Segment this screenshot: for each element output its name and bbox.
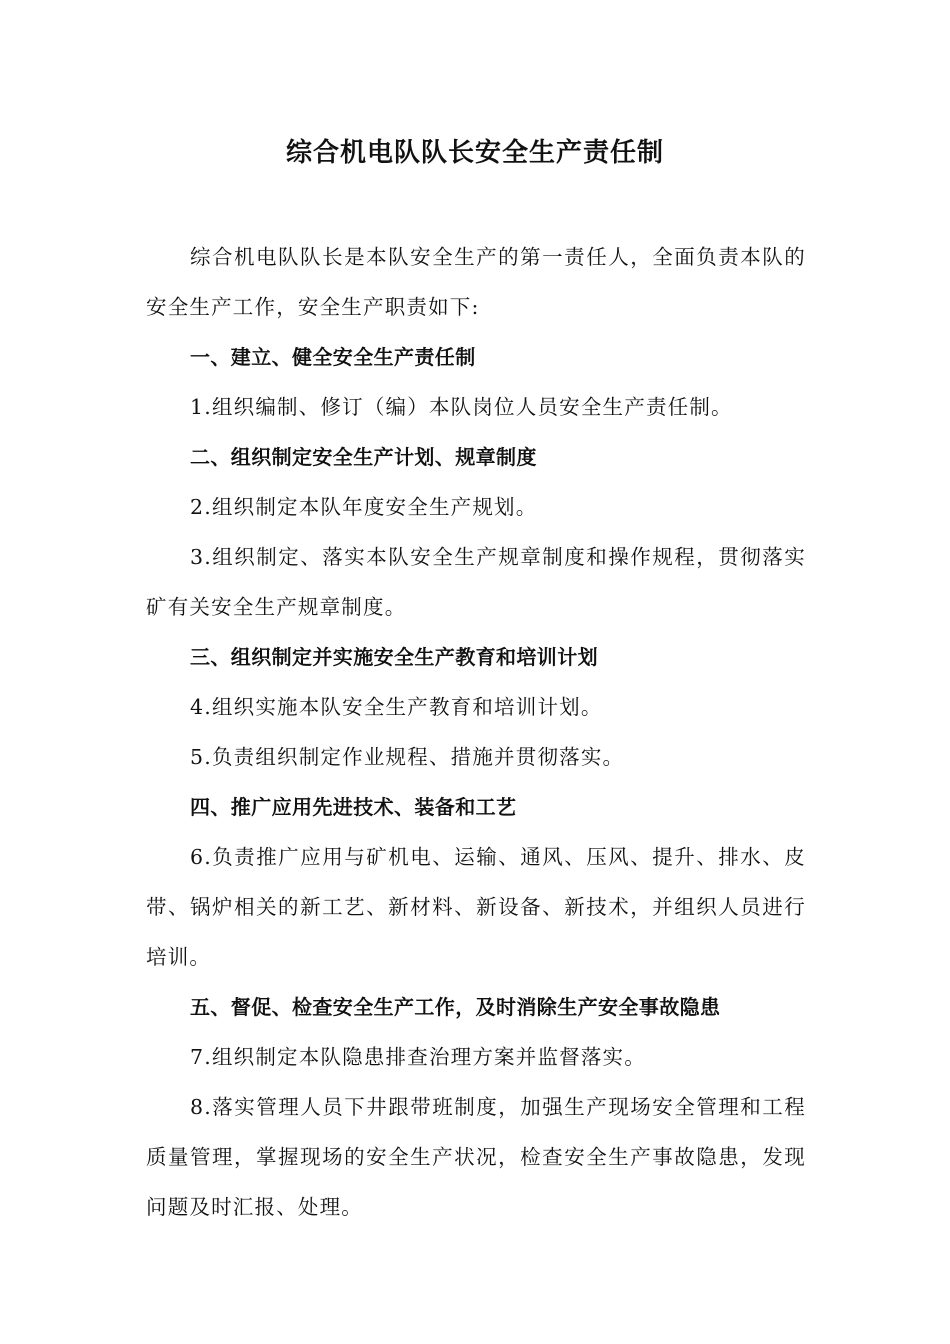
section-item: 7.组织制定本队隐患排查治理方案并监督落实。 [190,1045,646,1069]
section-item: 1.组织编制、修订（编）本队岗位人员安全生产责任制。 [190,395,733,419]
section-4 [146,782,806,982]
document-body [146,232,806,1232]
section-heading: 五、督促、检查安全生产工作，及时消除生产安全事故隐患 [190,995,721,1019]
section-item: 4.组织实施本队安全生产教育和培训计划。 [190,695,603,719]
section-item: 8.落实管理人员下井跟带班制度，加强生产现场安全管理和工程质量管理，掌握现场的安全生产状况，检查安全生产事故隐患，发现问题及时汇报、处理。 [146,1095,806,1219]
section-2 [146,432,806,632]
section-3 [146,632,806,782]
section-item: 3.组织制定、落实本队安全生产规章制度和操作规程，贯彻落实矿有关安全生产规章制度。 [146,545,806,619]
section-item: 5.负责组织制定作业规程、措施并贯彻落实。 [190,745,625,769]
section-heading: 一、建立、健全安全生产责任制 [190,345,476,369]
intro-paragraph: 综合机电队队长是本队安全生产的第一责任人，全面负责本队的安全生产工作，安全生产职责如下: [146,245,806,319]
section-item: 2.组织制定本队年度安全生产规划。 [190,495,538,519]
section-5 [146,982,806,1232]
section-heading: 四、推广应用先进技术、装备和工艺 [190,795,517,819]
document-title: 综合机电队队长安全生产责任制 [285,138,664,168]
section-item: 6.负责推广应用与矿机电、运输、通风、压风、提升、排水、皮带、锅炉相关的新工艺、新材料、新设备、新技术，并组织人员进行培训。 [146,845,806,969]
section-heading: 三、组织制定并实施安全生产教育和培训计划 [190,645,598,669]
section-heading: 二、组织制定安全生产计划、规章制度 [190,445,537,469]
section-1 [146,332,806,432]
